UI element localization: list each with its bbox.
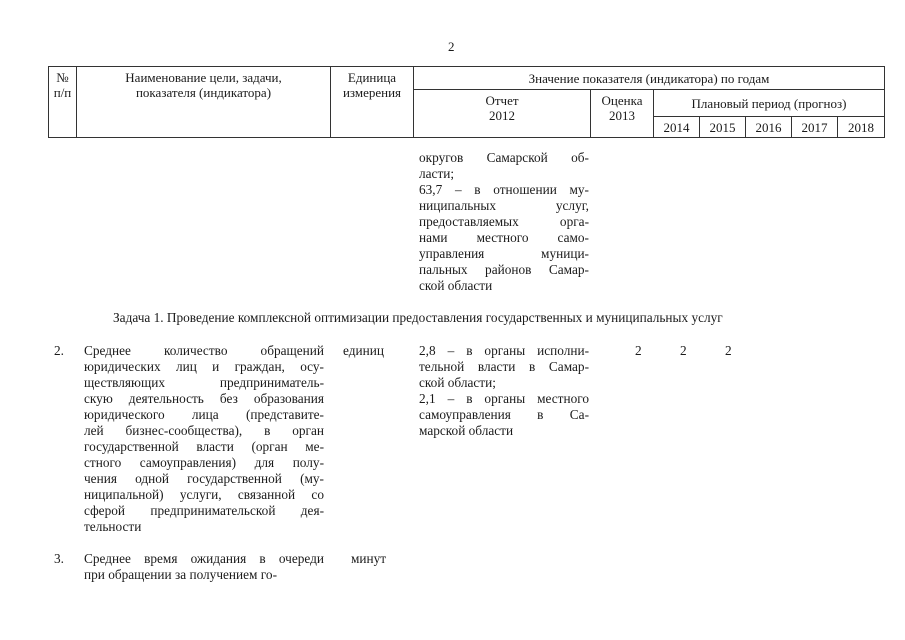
row-plan-value-2015: 2: [725, 343, 732, 358]
header-unit-cell: Единица измерения: [331, 67, 414, 138]
row-number: 2.: [54, 343, 64, 358]
header-report-cell: Отчет 2012: [414, 90, 591, 138]
header-year-2016: 2016: [746, 117, 792, 138]
continuation-report-text: округов Самарской об- ласти; 63,7 – в отношении му- ниципальных услуг, предоставляемых орга- нами местного само- управления муници- пальных районов Самар- ской области: [419, 150, 589, 293]
task-heading: Задача 1. Проведение комплексной оптимизации предоставления государственных и муниципальных услуг: [113, 310, 723, 325]
row-number: 3.: [54, 551, 64, 566]
row-unit: минут: [351, 551, 387, 566]
row-plan-value-2013: 2: [635, 343, 642, 358]
row-indicator-name: Среднее время ожидания в очереди при обращении за получением го-: [84, 551, 324, 582]
header-year-2014: 2014: [654, 117, 700, 138]
row-unit: единиц: [343, 343, 384, 358]
header-plan-cell: Плановый период (прогноз): [654, 90, 885, 117]
row-plan-value-2014: 2: [680, 343, 687, 358]
header-year-2015: 2015: [700, 117, 746, 138]
header-number-cell: № п/п: [49, 67, 77, 138]
row-report-value: 2,8 – в органы исполни- тельной власти в Самар- ской области; 2,1 – в органы местного самоуправления в Са- марской области: [419, 343, 589, 438]
header-year-2017: 2017: [792, 117, 838, 138]
page-number: 2: [448, 39, 455, 54]
header-values-cell: Значение показателя (индикатора) по годам: [414, 67, 885, 90]
header-estimate-cell: Оценка 2013: [591, 90, 654, 138]
table-header: [48, 66, 885, 138]
header-year-2018: 2018: [838, 117, 885, 138]
header-name-cell: Наименование цели, задачи, показателя (индикатора): [77, 67, 331, 138]
row-indicator-name: Среднее количество обращений юридических лиц и граждан, осу- ществляющих предприниматель- скую деятельность без образования юридического лица (представите- лей бизнес-сообщества), в орган государственной власти (орган ме- стного самоуправления) для полу- чения одной государственной (му- ниципальной) услуги, связанной со сферой предпринимательской дея- тельности: [84, 343, 324, 534]
